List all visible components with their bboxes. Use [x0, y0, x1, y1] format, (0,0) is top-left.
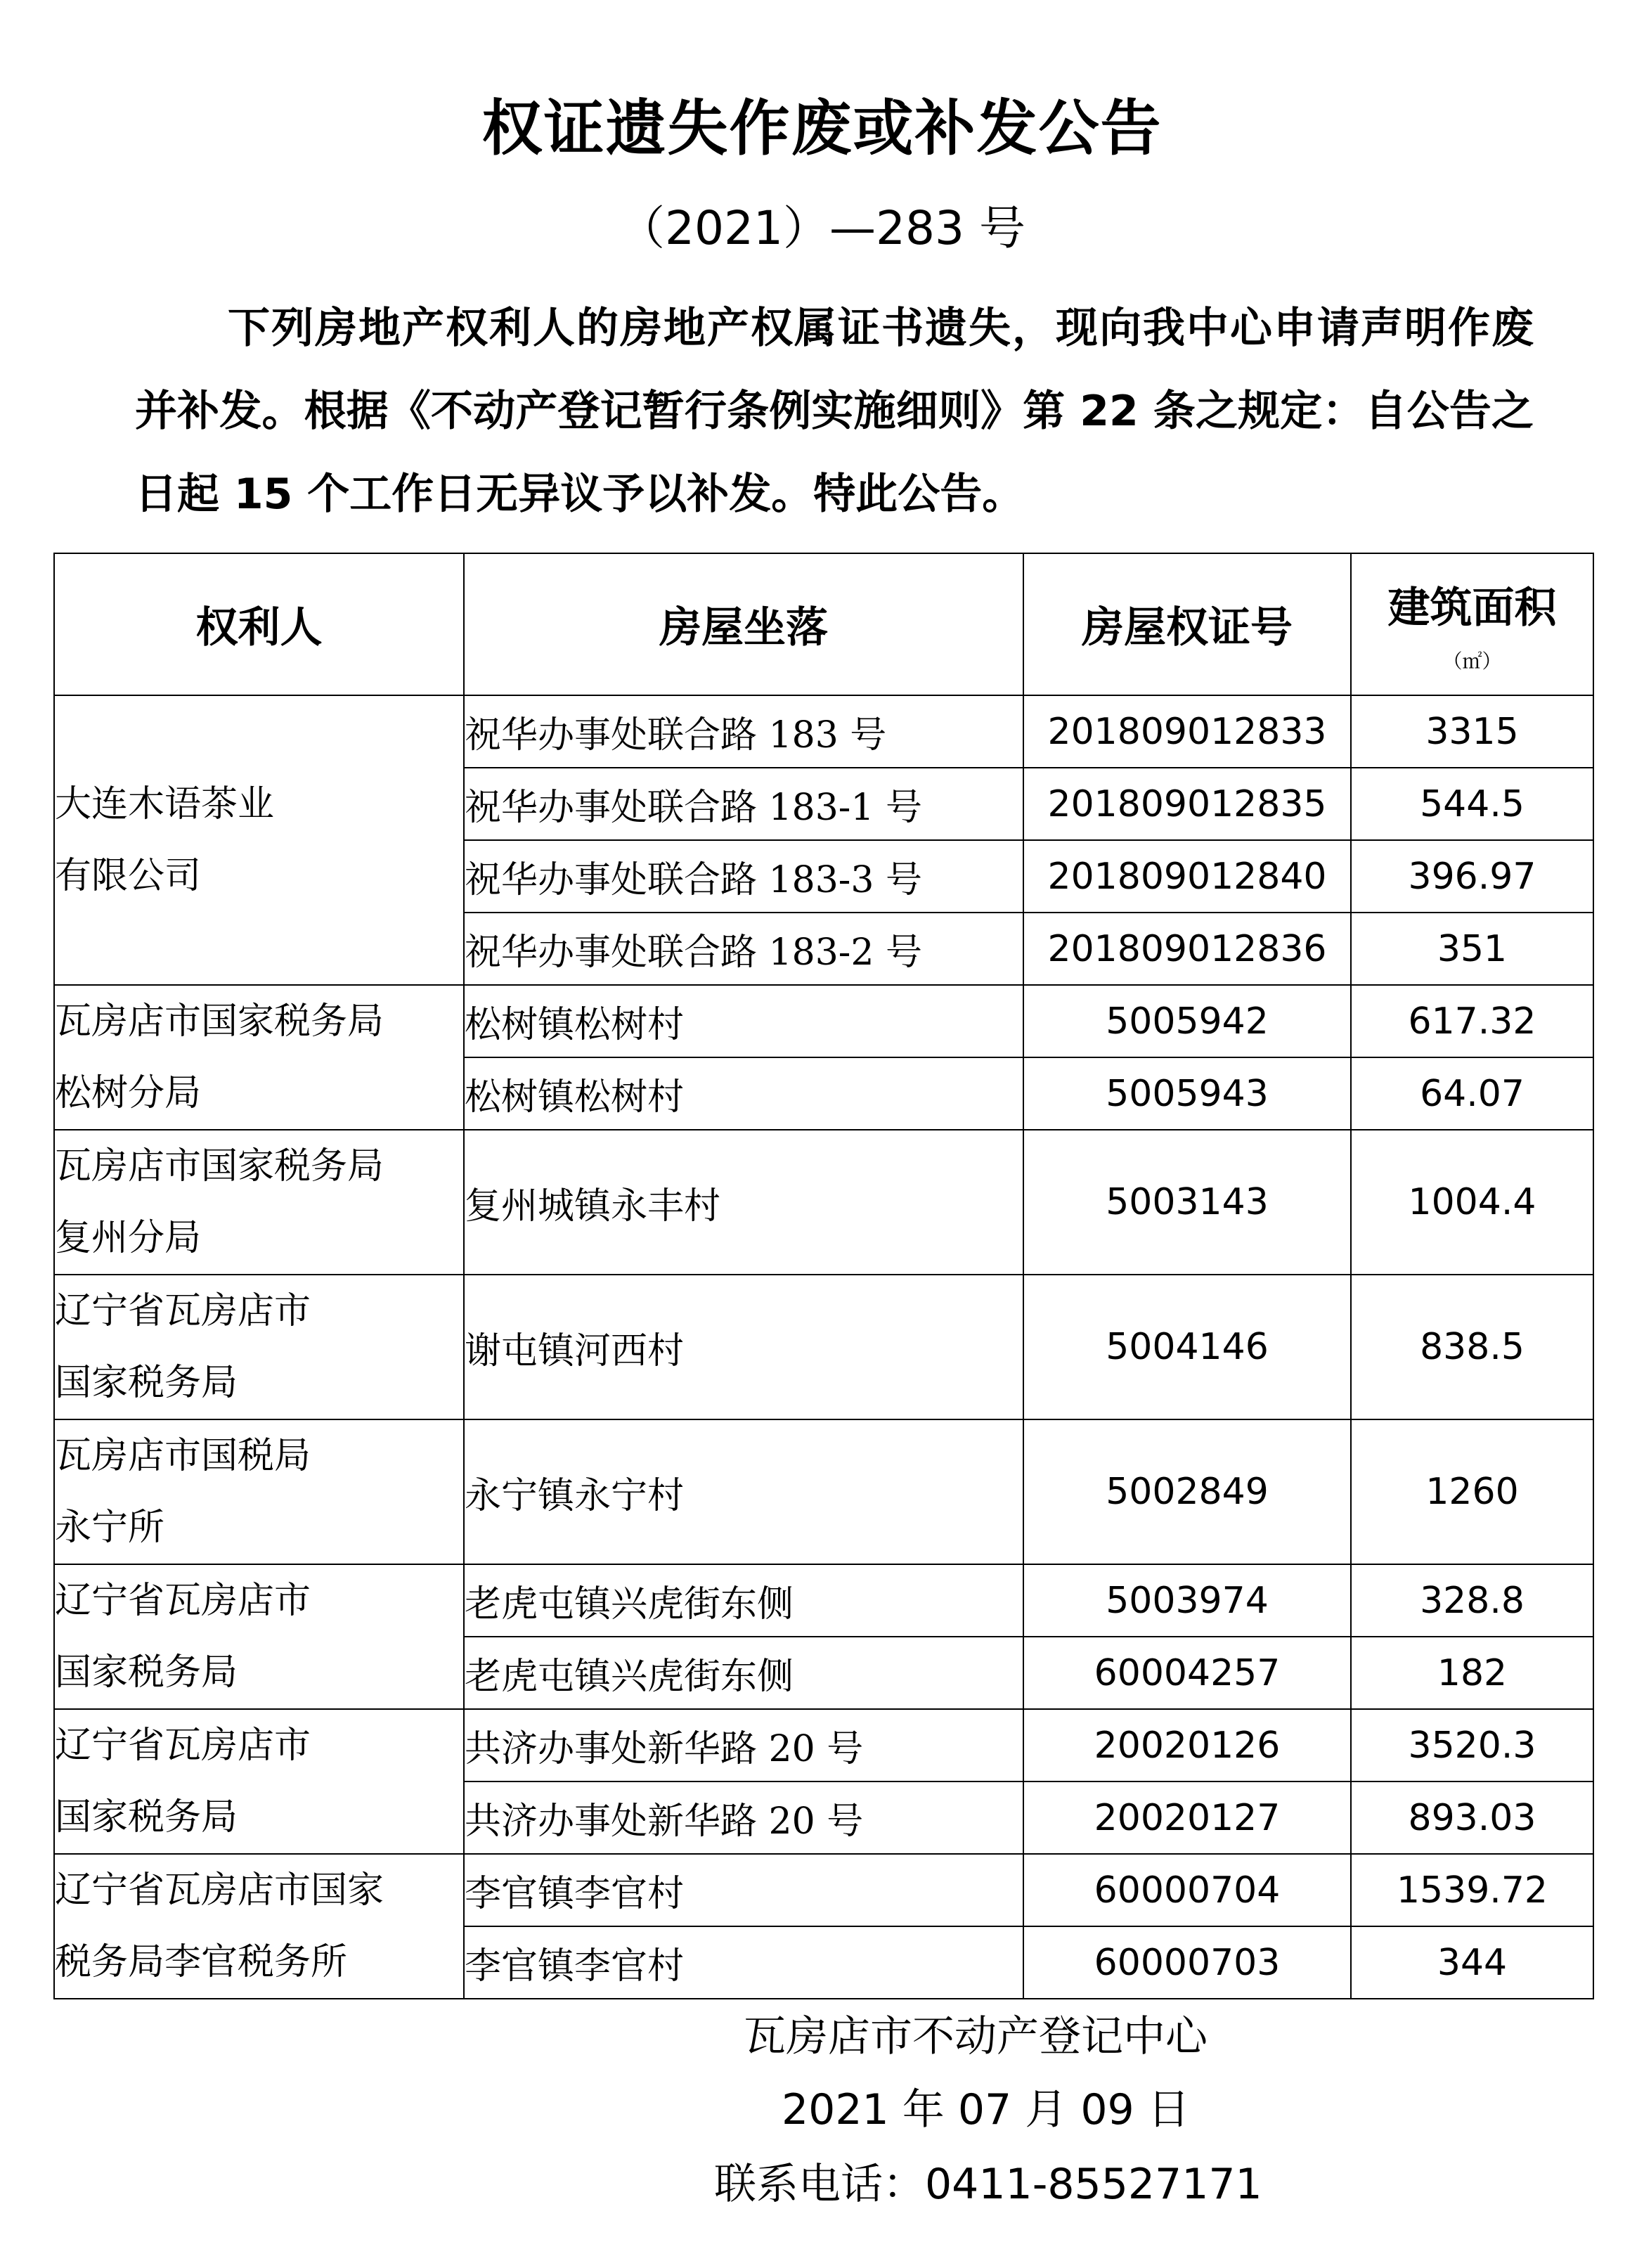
owner-name-line1: 瓦房店市国家税务局 [55, 1000, 384, 1043]
cert-number-cell: 20020126 [1023, 1709, 1351, 1781]
owner-name-line1: 辽宁省瓦房店市 [55, 1580, 311, 1622]
owner-name-line1: 瓦房店市国税局 [55, 1435, 311, 1477]
issuing-organization: 瓦房店市不动产登记中心 [744, 2012, 1208, 2061]
location-cell: 老虎屯镇兴虎街东侧 [464, 1564, 1023, 1637]
owner-name-line2: 复州分局 [55, 1217, 202, 1259]
owner-name-line1: 辽宁省瓦房店市国家 [55, 1869, 384, 1912]
table-row [54, 1564, 1593, 1637]
owner-cell [54, 1419, 464, 1564]
location-cell: 祝华办事处联合路 183-3 号 [464, 840, 1023, 913]
owner-name-line2: 国家税务局 [55, 1362, 238, 1404]
area-cell: 838.5 [1351, 1275, 1593, 1419]
owner-name-line2: 松树分局 [55, 1072, 202, 1114]
contact-phone: 联系电话：0411-85527171 [714, 2160, 1262, 2209]
area-cell: 396.97 [1351, 840, 1593, 913]
cert-number-cell: 5005942 [1023, 985, 1351, 1057]
owner-cell [54, 1709, 464, 1854]
location-cell: 松树镇松树村 [464, 1057, 1023, 1130]
owner-cell [54, 985, 464, 1130]
area-cell: 544.5 [1351, 768, 1593, 840]
cert-number-cell: 5003974 [1023, 1564, 1351, 1637]
table-row [54, 985, 1593, 1057]
table-row [54, 1275, 1593, 1419]
table-row [54, 1709, 1593, 1781]
owner-name-line1: 辽宁省瓦房店市 [55, 1290, 311, 1332]
owner-cell [54, 1564, 464, 1709]
location-cell: 共济办事处新华路 20 号 [464, 1709, 1023, 1781]
owner-name-line1: 大连木语茶业 [55, 783, 275, 825]
location-cell: 谢屯镇河西村 [464, 1275, 1023, 1419]
cert-number-cell: 5003143 [1023, 1130, 1351, 1275]
area-cell: 64.07 [1351, 1057, 1593, 1130]
location-cell: 永宁镇永宁村 [464, 1419, 1023, 1564]
table-header-row [54, 553, 1593, 695]
area-cell: 351 [1351, 913, 1593, 985]
owner-name-line1: 瓦房店市国家税务局 [55, 1145, 384, 1187]
owner-name-line2: 税务局李官税务所 [55, 1941, 348, 1983]
notice-title: 权证遗失作废或补发公告 [481, 94, 1163, 164]
area-cell: 3520.3 [1351, 1709, 1593, 1781]
location-cell: 共济办事处新华路 20 号 [464, 1781, 1023, 1854]
area-cell: 3315 [1351, 695, 1593, 768]
table-row [54, 1130, 1593, 1275]
records-table [53, 553, 1594, 1999]
cert-number-cell: 5005943 [1023, 1057, 1351, 1130]
owner-cell [54, 1275, 464, 1419]
issue-date: 2021 年 07 月 09 日 [782, 2085, 1190, 2134]
location-cell: 李官镇李官村 [464, 1854, 1023, 1926]
document-number: （2021）—283 号 [619, 201, 1025, 255]
owner-name-line1: 辽宁省瓦房店市 [55, 1725, 311, 1767]
owner-cell [54, 1130, 464, 1275]
area-cell: 893.03 [1351, 1781, 1593, 1854]
owner-name-line2: 永宁所 [55, 1507, 165, 1549]
owner-cell [54, 695, 464, 985]
header-owner: 权利人 [54, 553, 464, 695]
location-cell: 李官镇李官村 [464, 1926, 1023, 1999]
area-cell: 328.8 [1351, 1564, 1593, 1637]
cert-number-cell: 5002849 [1023, 1419, 1351, 1564]
owner-cell [54, 1854, 464, 1999]
location-cell: 祝华办事处联合路 183-1 号 [464, 768, 1023, 840]
area-cell: 344 [1351, 1926, 1593, 1999]
cert-number-cell: 201809012840 [1023, 840, 1351, 913]
cert-number-cell: 20020127 [1023, 1781, 1351, 1854]
owner-name-line2: 有限公司 [55, 855, 202, 897]
cert-number-cell: 201809012833 [1023, 695, 1351, 768]
cert-number-cell: 60000704 [1023, 1854, 1351, 1926]
header-area [1351, 553, 1593, 695]
cert-number-cell: 60000703 [1023, 1926, 1351, 1999]
table-row [54, 695, 1593, 768]
area-cell: 182 [1351, 1637, 1593, 1709]
cert-number-cell: 201809012836 [1023, 913, 1351, 985]
cert-number-cell: 201809012835 [1023, 768, 1351, 840]
owner-name-line2: 国家税务局 [55, 1651, 238, 1694]
header-area-label: 建筑面积 [1387, 584, 1557, 633]
location-cell: 祝华办事处联合路 183-2 号 [464, 913, 1023, 985]
area-cell: 617.32 [1351, 985, 1593, 1057]
area-cell: 1539.72 [1351, 1854, 1593, 1926]
table-row [54, 1419, 1593, 1564]
location-cell: 松树镇松树村 [464, 985, 1023, 1057]
intro-paragraph: 下列房地产权利人的房地产权属证书遗失，现向我中心申请声明作废并补发。根据《不动产登记暂行条例实施细则》第 22 条之规定：自公告之日起 15 个工作日无异议予以补发。特此公告。 [135, 304, 1534, 519]
cert-number-cell: 60004257 [1023, 1637, 1351, 1709]
header-cert-no: 房屋权证号 [1023, 553, 1351, 695]
area-cell: 1260 [1351, 1419, 1593, 1564]
header-location: 房屋坐落 [464, 553, 1023, 695]
header-area-unit: （㎡） [1442, 650, 1502, 673]
location-cell: 祝华办事处联合路 183 号 [464, 695, 1023, 768]
area-cell: 1004.4 [1351, 1130, 1593, 1275]
location-cell: 老虎屯镇兴虎街东侧 [464, 1637, 1023, 1709]
cert-number-cell: 5004146 [1023, 1275, 1351, 1419]
location-cell: 复州城镇永丰村 [464, 1130, 1023, 1275]
owner-name-line2: 国家税务局 [55, 1796, 238, 1838]
table-row [54, 1854, 1593, 1926]
